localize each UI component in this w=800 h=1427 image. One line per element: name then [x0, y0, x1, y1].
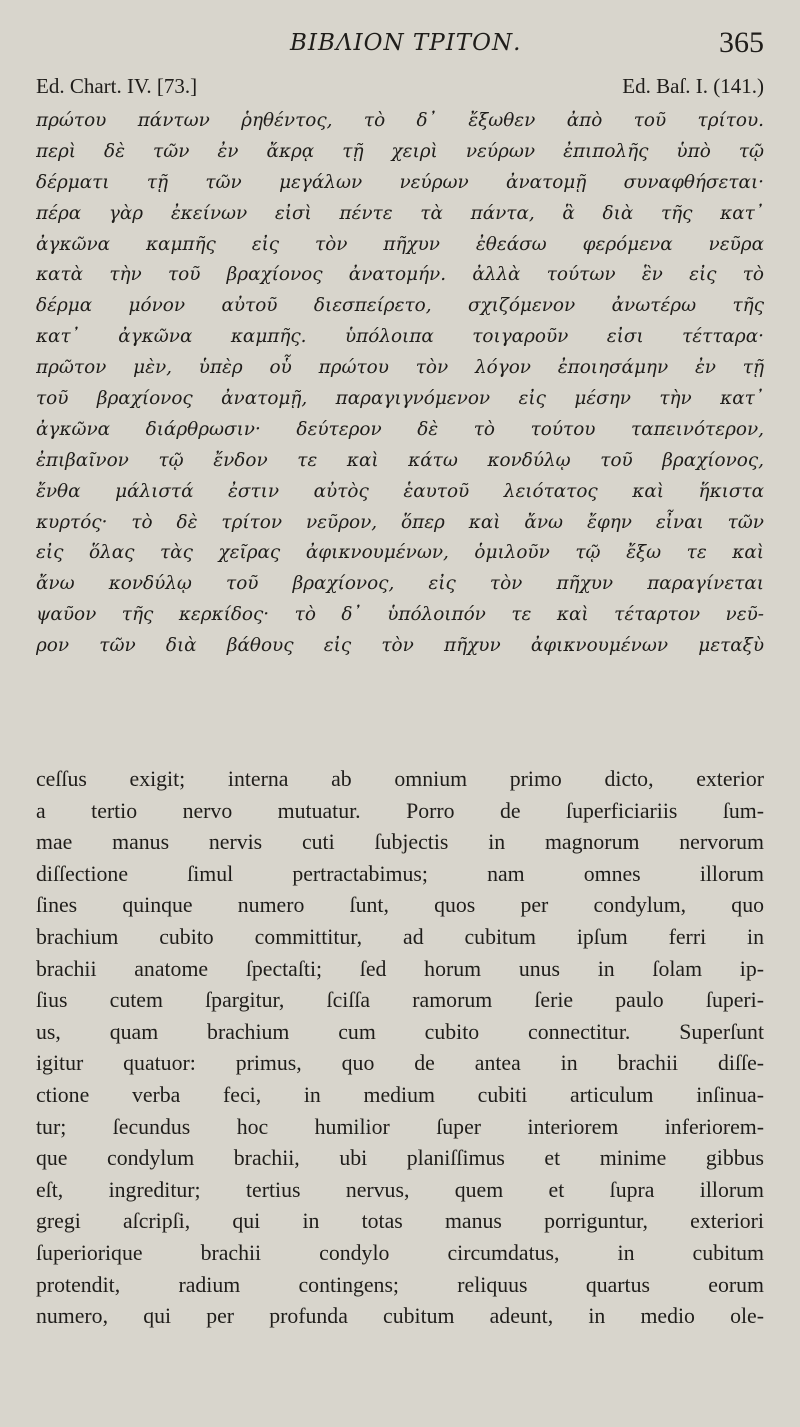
latin-text-line: tur; ſecundus hoc humilior ſuper interiorem inferiorem- [36, 1114, 764, 1139]
running-title: ΒΙΒΛΙΟΝ ΤΡΙΤΟΝ. [290, 30, 522, 56]
greek-text-line: δέρμα μόνον αὐτοῦ διεσπείρετο, σχιζόμενον ἀνωτέρω τῆς [36, 295, 764, 317]
latin-text-line: eſt, ingreditur; tertius nervus, quem et ſupra illorum [36, 1177, 764, 1202]
latin-text-line: brachii anatome ſpectaſti; ſed horum unus in ſolam ip- [36, 956, 764, 981]
greek-text-line: ρον τῶν διὰ βάθους εἰς τὸν πῆχυν ἀφικνουμένων μεταξὺ [36, 635, 764, 657]
greek-text-line: ἀγκῶνα καμπῆς εἰς τὸν πῆχυν ἐθεάσω φερόμενα νεῦρα [36, 233, 764, 255]
latin-text-line: ſuperiorique brachii condylo circumdatus, in cubitum [36, 1240, 764, 1265]
greek-text-line: πέρα γὰρ ἐκείνων εἰσὶ πέντε τὰ πάντα, ἃ διὰ τῆς κατ᾽ [36, 202, 764, 224]
latin-text-line: a tertio nervo mutuatur. Porro de ſuperficiariis ſum- [36, 798, 764, 823]
greek-text-line: πρώτου πάντων ῥηθέντος, τὸ δ᾽ ἔξωθεν ἀπὸ τοῦ τρίτου. [36, 110, 764, 131]
edition-reference-chart: Ed. Chart. IV. [73.] [36, 74, 198, 98]
greek-text-line: ἀγκῶνα διάρθρωσιν· δεύτερον δὲ τὸ τούτου ταπεινότερον, [36, 418, 764, 440]
greek-text-line: τοῦ βραχίονος ἀνατομῇ, παραγιγνόμενον εἰς μέσην τὴν κατ᾽ [36, 388, 764, 410]
edition-reference-basel: Ed. Baſ. I. (141.) [622, 74, 764, 98]
latin-text-line: igitur quatuor: primus, quo de antea in brachii diſſe- [36, 1051, 764, 1076]
running-head [0, 24, 800, 64]
latin-text-line: protendit, radium contingens; reliquus quartus eorum [36, 1272, 764, 1297]
greek-text-line: κατὰ τὴν τοῦ βραχίονος ἀνατομήν. ἀλλὰ τούτων ἓν εἰς τὸ [36, 264, 764, 286]
latin-text-line: que condylum brachii, ubi planiſſimus et minime gibbus [36, 1146, 764, 1171]
greek-text-line: δέρματι τῇ τῶν μεγάλων νεύρων ἀνατομῇ συναφθήσεται· [36, 171, 764, 193]
page-number: 365 [719, 26, 764, 59]
edition-line [36, 74, 764, 104]
greek-text-line: ψαῦον τῆς κερκίδος· τὸ δ᾽ ὑπόλοιπόν τε καὶ τέταρτον νεῦ- [36, 604, 764, 626]
greek-text-line: ἐπιβαῖνον τῷ ἔνδον τε καὶ κάτω κονδύλῳ τοῦ βραχίονος, [36, 449, 764, 471]
latin-text-line: gregi aſcripſi, qui in totas manus porriguntur, exteriori [36, 1209, 764, 1234]
greek-text-line: πρῶτον μὲν, ὑπὲρ οὗ πρώτου τὸν λόγον ἐποιησάμην ἐν τῇ [36, 357, 764, 379]
greek-text-line: ἄνω κονδύλῳ τοῦ βραχίονος, εἰς τὸν πῆχυν παραγίνεται [36, 573, 764, 595]
greek-text-line: κατ᾽ ἀγκῶνα καμπῆς. ὑπόλοιπα τοιγαροῦν εἰσι τέτταρα· [36, 326, 764, 348]
latin-text-line: ſines quinque numero ſunt, quos per condylum, quo [36, 893, 764, 918]
latin-text-line: mae manus nervis cuti ſubjectis in magnorum nervorum [36, 830, 764, 855]
latin-text-block [36, 764, 764, 1333]
greek-text-block [36, 106, 764, 662]
greek-text-line: περὶ δὲ τῶν ἐν ἄκρᾳ τῇ χειρὶ νεύρων ἐπιπολῆς ὑπὸ τῷ [36, 140, 764, 162]
latin-text-line: brachium cubito committitur, ad cubitum ipſum ferri in [36, 924, 764, 949]
latin-text-line: us, quam brachium cum cubito connectitur. Superſunt [36, 1019, 764, 1044]
latin-text-line: numero, qui per profunda cubitum adeunt, in medio ole- [36, 1304, 764, 1329]
latin-text-line: diſſectione ſimul pertractabimus; nam omnes illorum [36, 861, 764, 886]
latin-text-line: ctione verba feci, in medium cubiti articulum inſinua- [36, 1082, 764, 1107]
latin-text-line: ceſſus exigit; interna ab omnium primo dicto, exterior [36, 767, 764, 791]
greek-text-line: κυρτός· τὸ δὲ τρίτον νεῦρον, ὅπερ καὶ ἄνω ἔφην εἶναι τῶν [36, 511, 764, 533]
latin-text-line: ſius cutem ſpargitur, ſciſſa ramorum ſerie paulo ſuperi- [36, 988, 764, 1013]
greek-text-line: εἰς ὅλας τὰς χεῖρας ἀφικνουμένων, ὁμιλοῦν τῷ ἔξω τε καὶ [36, 542, 764, 564]
greek-text-line: ἔνθα μάλιστά ἐστιν αὐτὸς ἑαυτοῦ λειότατος καὶ ἥκιστα [36, 480, 764, 502]
